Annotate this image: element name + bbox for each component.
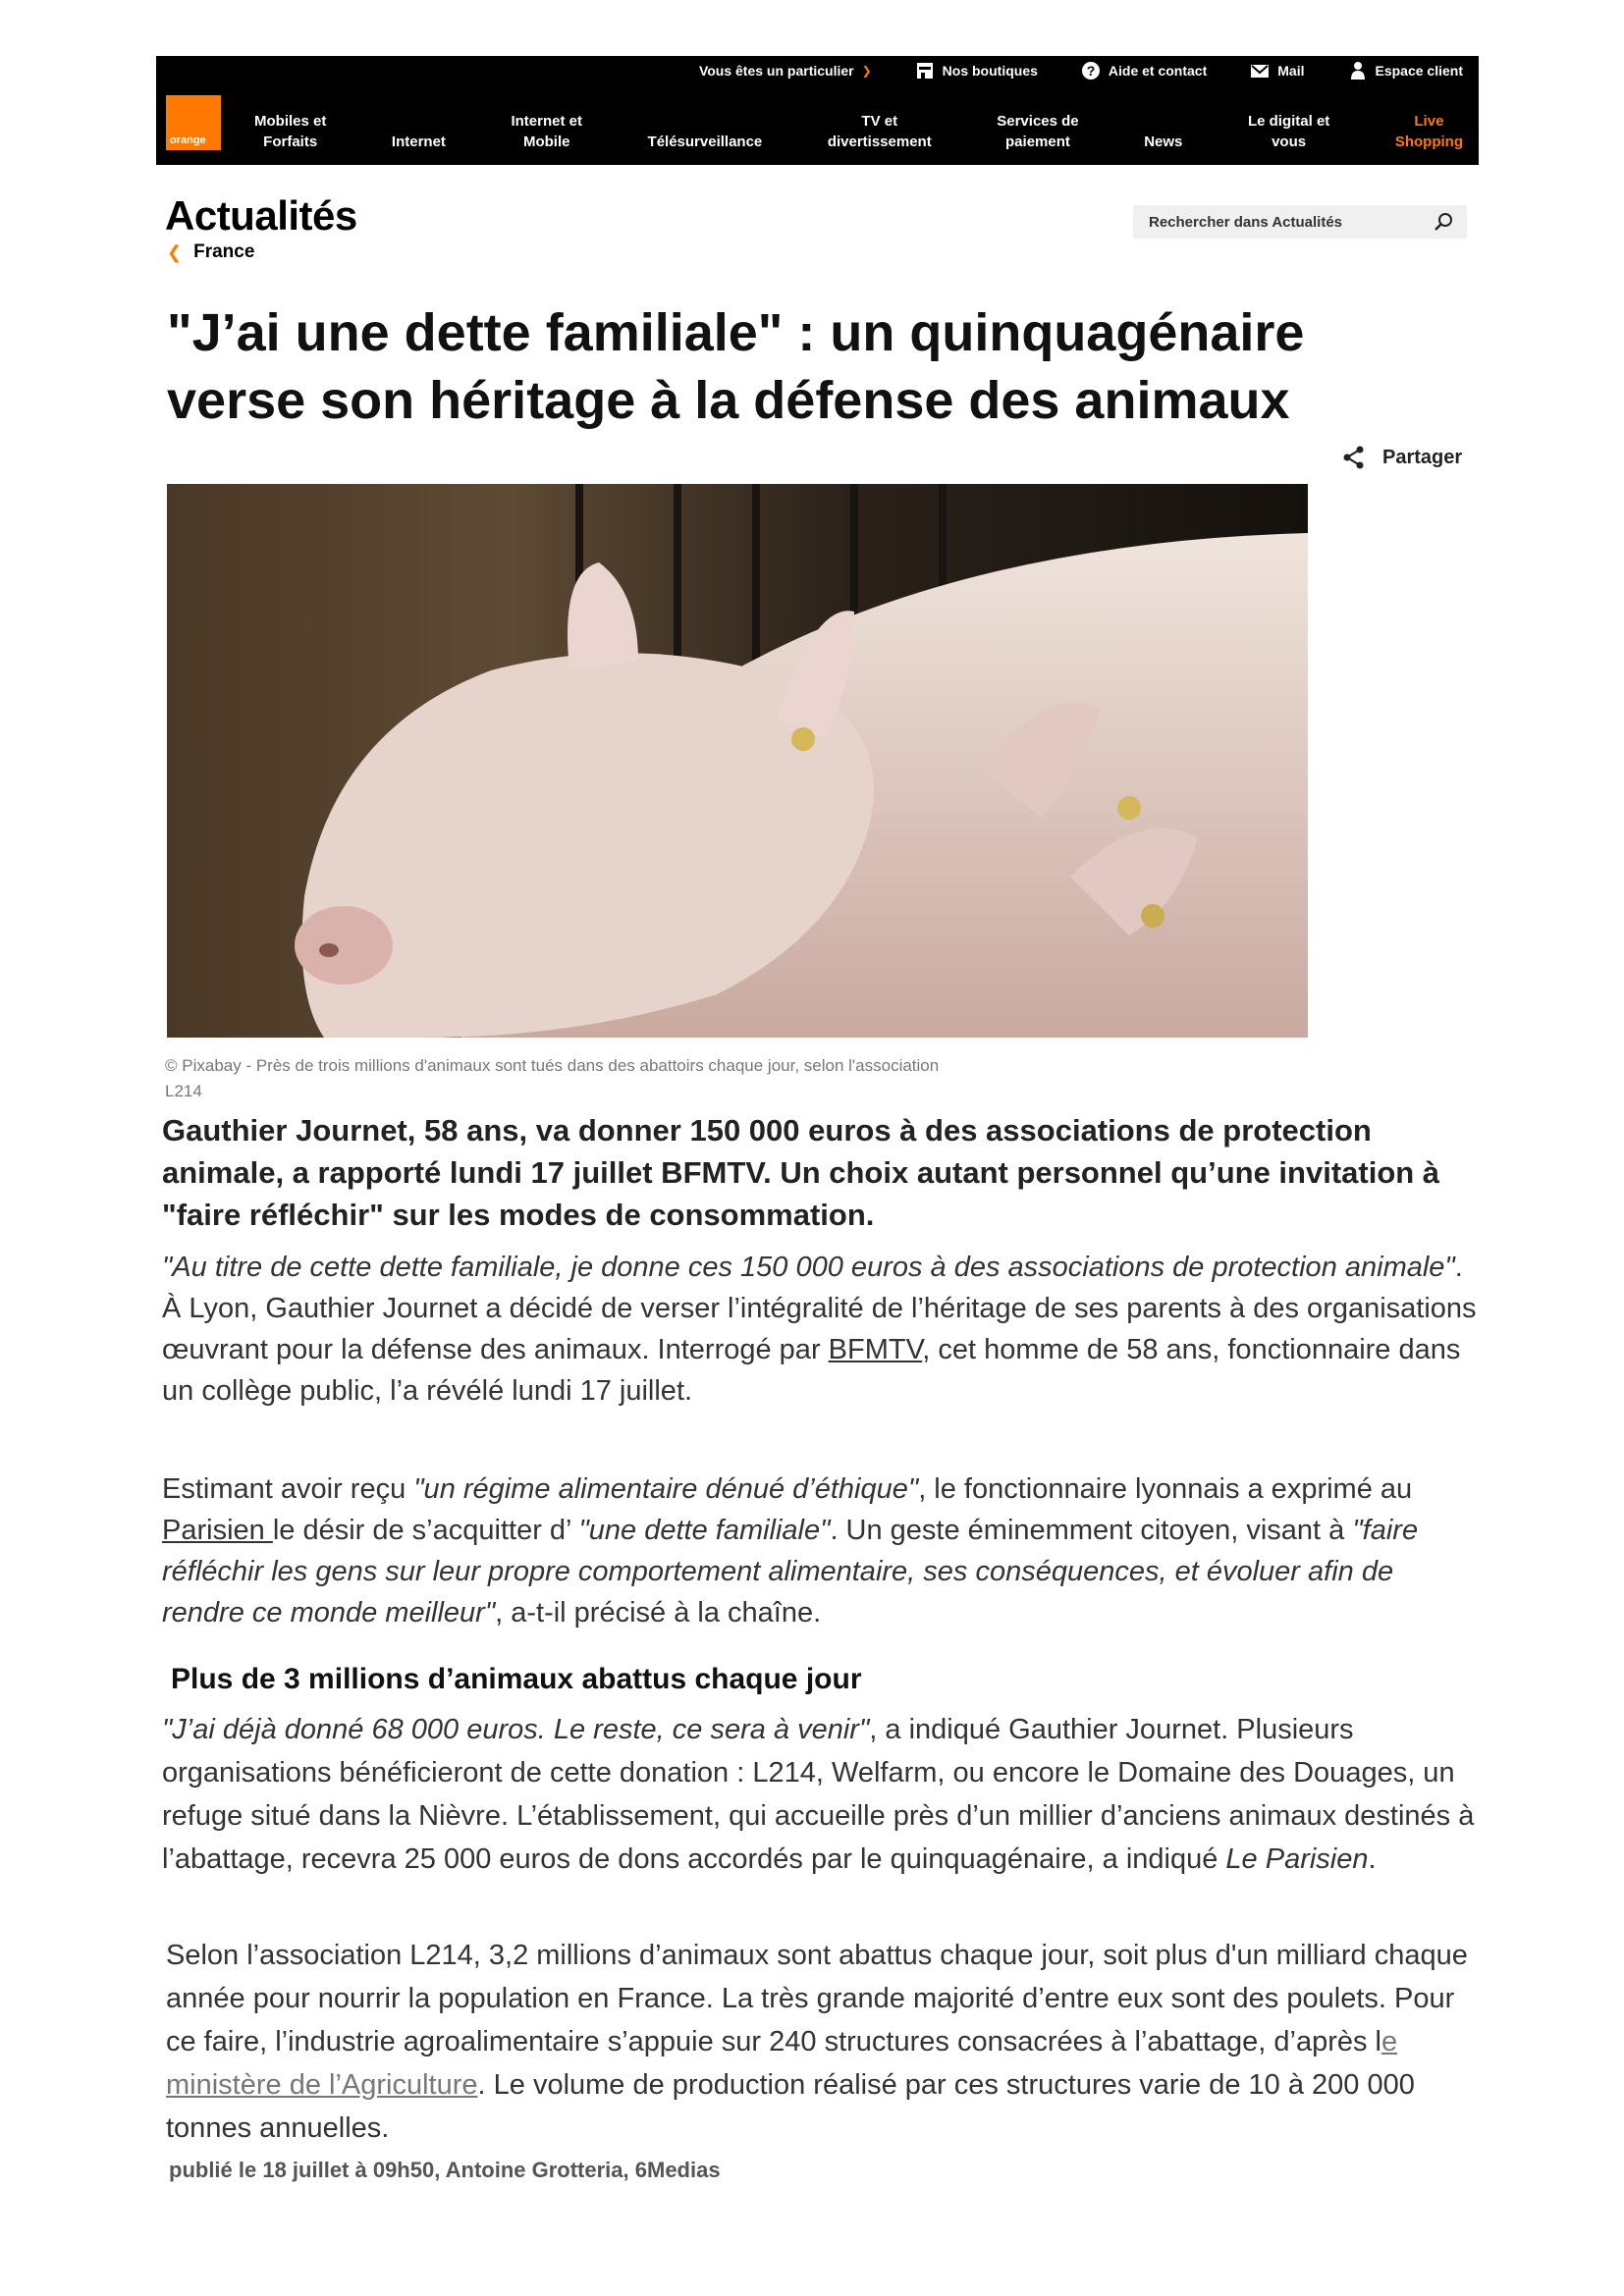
- boutiques-label: Nos boutiques: [942, 63, 1038, 79]
- store-icon: [915, 61, 935, 80]
- paragraph-text: . À Lyon, Gauthier Journet a décidé de verser l’intégralité de l’héritage de ses parents à des organisations œuvrant pour la défense des animaux. Interrogé par: [162, 1252, 1477, 1365]
- bfmtv-link[interactable]: BFMTV: [828, 1334, 923, 1365]
- mail-link[interactable]: [1250, 61, 1304, 80]
- quote-text: "faire réfléchir les gens sur leur propre comportement alimentaire, ses conséquences, et évoluer afin de rendre ce monde meilleur": [162, 1515, 1419, 1629]
- photo-caption: © Pixabay - Près de trois millions d'animaux sont tués dans des abattoirs chaque jour, selon l'association L214: [165, 1056, 940, 1100]
- quote-text: "J’ai déjà donné 68 000 euros. Le reste, ce sera à venir": [162, 1714, 870, 1745]
- paragraph-text: Selon l’association L214, 3,2 millions d’animaux sont abattus chaque jour, soit plus d'un milliard chaque année pour nourrir la population en France. La très grande majorité d’entre eux sont des poulets. Pour ce faire, l’industrie agroalimentaire s’appuie sur 240 structures consacrées à l’abattage, d’après l: [166, 1940, 1468, 2057]
- particulier-selector[interactable]: [699, 63, 872, 79]
- pigs-image: [167, 484, 1308, 1038]
- quote-text: Le Parisien: [1225, 1843, 1369, 1875]
- search-icon[interactable]: [1434, 212, 1453, 232]
- section-title[interactable]: Actualités: [165, 192, 357, 239]
- breadcrumb[interactable]: [167, 241, 254, 263]
- parisien-link[interactable]: Parisien: [162, 1515, 273, 1546]
- paragraph-text: , cet homme de 58 ans, fonctionnaire dans un collège public, l’a révélé lundi 17 juillet.: [162, 1334, 1461, 1407]
- share-icon: [1343, 446, 1365, 469]
- nav-news[interactable]: News: [1144, 133, 1183, 150]
- main-nav: [254, 109, 1463, 158]
- top-navbar: [156, 56, 1479, 165]
- article-photo: [167, 484, 1308, 1038]
- paragraph-3: [162, 1708, 1478, 1881]
- quote-text: "Au titre de cette dette familiale, je donne ces 150 000 euros à des associations de protection animale": [162, 1252, 1455, 1283]
- paragraph-text: , le fonctionnaire lyonnais a exprimé au: [918, 1473, 1413, 1505]
- nav-internet-mobile[interactable]: Internet et Mobile: [511, 113, 582, 150]
- espace-client-label: Espace client: [1375, 63, 1463, 79]
- search-placeholder: Rechercher dans Actualités: [1149, 213, 1343, 231]
- nav-live-shopping[interactable]: Live Shopping: [1394, 113, 1463, 150]
- article-headline: "J’ai une dette familiale" : un quinquagénaire verse son héritage à la défense des animaux: [167, 303, 1305, 430]
- ministere-link[interactable]: e ministère de l’Agriculture: [166, 2026, 1398, 2101]
- svg-text:?: ?: [1086, 63, 1096, 79]
- paragraph-text: , a-t-il précisé à la chaîne.: [495, 1597, 822, 1629]
- chevron-down-icon: ❯: [861, 64, 872, 78]
- nav-services-paiement[interactable]: Services de paiement: [997, 113, 1079, 150]
- paragraph-text: Estimant avoir reçu: [162, 1473, 414, 1505]
- breadcrumb-label: France: [193, 241, 255, 262]
- share-button[interactable]: [1343, 446, 1462, 469]
- share-label: Partager: [1382, 446, 1463, 468]
- paragraph-text: , a indiqué Gauthier Journet. Plusieurs organisations bénéficieront de cette donation : L214, Welfarm, ou encore le Domaine des Douages, un refuge situé dans la Nièvre. L’établissement, qui accueille près d’un millier d’anciens animaux destinés à l’abattage, recevra 25 000 euros de dons accordés par le quinquagénaire, a indiqué: [162, 1714, 1475, 1875]
- article-lead: Gauthier Journet, 58 ans, va donner 150 000 euros à des associations de protection animale, a rapporté lundi 17 juillet BFMTV. Un choix autant personnel qu’une invitation à "faire réfléchir" sur les modes de consommation.: [162, 1113, 1440, 1232]
- nav-mobiles-forfaits[interactable]: Mobiles et Forfaits: [254, 113, 327, 150]
- nav-internet[interactable]: Internet: [391, 133, 446, 150]
- utility-bar: [156, 56, 1479, 85]
- paragraph-text: .: [1368, 1843, 1377, 1875]
- mail-icon: [1250, 61, 1270, 80]
- particulier-label: Vous êtes un particulier: [698, 63, 854, 79]
- boutiques-link[interactable]: [915, 61, 1038, 80]
- quote-text: "une dette familiale": [578, 1515, 831, 1546]
- nav-tv-divertissement[interactable]: TV et divertissement: [827, 113, 932, 150]
- paragraph-text: . Le volume de production réalisé par ces structures varie de 10 à 200 000 tonnes annuelles.: [166, 2069, 1415, 2144]
- search-input[interactable]: [1133, 205, 1467, 239]
- paragraph-text: . Un geste éminemment citoyen, visant à: [830, 1515, 1353, 1546]
- nav-telesurveillance[interactable]: Télésurveillance: [647, 133, 763, 150]
- chevron-left-icon: ❮: [167, 241, 183, 262]
- aide-label: Aide et contact: [1108, 63, 1208, 79]
- quote-text: "un régime alimentaire dénué d’éthique": [413, 1473, 919, 1505]
- nav-digital-vous[interactable]: Le digital et vous: [1247, 113, 1330, 150]
- logo-text: orange: [170, 134, 206, 146]
- article-byline: publié le 18 juillet à 09h50, Antoine Grotteria, 6Medias: [169, 2158, 721, 2182]
- mail-label: Mail: [1277, 63, 1305, 79]
- orange-logo[interactable]: [166, 95, 221, 150]
- aide-link[interactable]: [1081, 61, 1207, 80]
- user-icon: [1348, 61, 1368, 80]
- help-icon: [1081, 61, 1101, 80]
- paragraph-1: [162, 1247, 1478, 1412]
- paragraph-4: [166, 1934, 1482, 2150]
- paragraph-text: le désir de s’acquitter d’: [272, 1515, 579, 1546]
- paragraph-2: [162, 1468, 1478, 1633]
- section-subhead: Plus de 3 millions d’animaux abattus chaque jour: [171, 1663, 862, 1695]
- espace-client-link[interactable]: [1348, 61, 1464, 80]
